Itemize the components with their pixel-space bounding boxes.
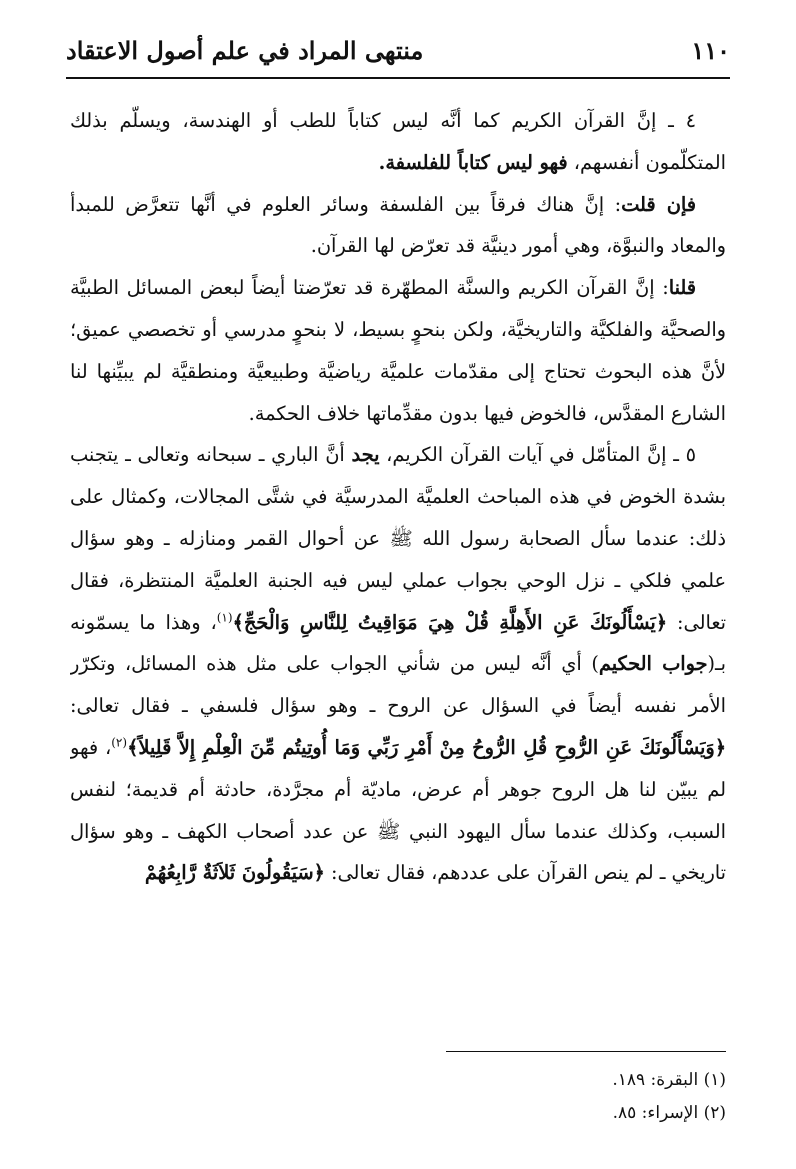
paragraph-reply	[70, 267, 726, 434]
bold-run: يجد	[351, 443, 380, 467]
text-run: ، فهو لم يبيّن لنا هل الروح جوهر أم عرض، ماديّة أم مجرَّدة، حادثة أم قديمة؛ لنفس السبب، وكذلك عندما سأل اليهود النبي ﷺ عن عدد أصحاب الكهف ـ وهو سؤال تاريخي ـ لم ينص القرآن على عددهم، فقال تعالى:	[70, 735, 726, 885]
text-run: ، وهذا ما يسمّونه بـ(	[70, 610, 726, 676]
bold-run: قلنا	[668, 276, 696, 300]
footnote-marker: (١)	[216, 610, 233, 625]
paragraph-objection	[70, 184, 726, 268]
footnote-separator	[446, 1051, 726, 1052]
main-text	[70, 100, 726, 1015]
header-rule	[66, 77, 730, 79]
text-run: أنَّ الباري ـ سبحانه وتعالى ـ يتجنب بشدة الخوض في هذه المباحث العلميَّة المدرسيَّة في شتَّى المجالات، وكمثال على ذلك: عندما سأل الصحابة رسول الله ﷺ عن أحوال القمر ومنازله ـ وهو سؤال علمي فلكي ـ نزل الوحي بجواب عملي ليس فيه الجنبة العلميَّة المنتظرة، فقال تعالى:	[70, 443, 726, 634]
bold-run: جواب الحكيم	[598, 652, 708, 676]
text-run: : إنَّ القرآن الكريم والسنَّة المطهّرة قد تعرّضتا أيضاً لبعض المسائل الطبيَّة والصحيَّة والفلكيَّة والتاريخيَّة، ولكن بنحوٍ بسيط، لا بنحوٍ مدرسي أو تخصصي عميق؛ لأنَّ هذه البحوث تحتاج إلى مقدّمات علميَّة رياضيَّة وطبيعيَّة ومنطقيَّة لم يبيِّنها لنا الشارع المقدَّس، فالخوض فيها بدون مقدِّماتها خلاف الحكمة.	[70, 276, 726, 425]
bold-run: فإن قلت	[621, 192, 696, 216]
text-run: ٤ ـ إنَّ القرآن الكريم كما أنَّه ليس كتاباً للطب أو الهندسة، ويسلّم بذلك المتكلّمون أنفسهم،	[70, 109, 726, 174]
footnotes	[70, 1064, 726, 1130]
footnote-2: (٢) الإسراء: ٨٥.	[612, 1103, 726, 1123]
quran-verse: ﴿يَسْأَلُونَكَ عَنِ الأَهِلَّةِ قُلْ هِيَ مَوَاقِيتُ لِلنَّاسِ وَالْحَجِّ﴾	[232, 610, 668, 634]
footnote-marker: (٢)	[111, 735, 128, 750]
text-run: : إنَّ هناك فرقاً بين الفلسفة وسائر العلوم في أنَّها تتعرَّض للمبدأ والمعاد والنبوَّة، وهي أمور دينيَّة قد تعرّض لها القرآن.	[70, 192, 726, 258]
bold-run: فهو ليس كتاباً للفلسفة.	[378, 150, 568, 174]
page-header	[66, 28, 730, 72]
book-title: منتهى المراد في علم أصول الاعتقاد	[66, 35, 424, 65]
paragraph-4	[70, 100, 726, 184]
footnote-1: (١) البقرة: ١٨٩.	[612, 1070, 726, 1090]
paragraph-5	[70, 434, 726, 894]
quran-verse: ﴿وَيَسْأَلُونَكَ عَنِ الرُّوحِ قُلِ الرُّوحُ مِنْ أَمْرِ رَبِّي وَمَا أُوتِيتُم مِّنَ الْعِلْمِ إِلاَّ قَلِيلاً﴾	[127, 735, 726, 759]
text-run: ٥ ـ إنَّ المتأمّل في آيات القرآن الكريم،	[379, 443, 696, 467]
quran-verse: ﴿سَيَقُولُونَ ثَلاَثَةٌ رَّابِعُهُمْ	[144, 861, 325, 885]
page-number: ١١٠	[691, 35, 730, 65]
text-run: ) أي أنَّه ليس من شأني الجواب على مثل هذه المسائل، وتكرّر الأمر نفسه أيضاً في السؤال عن الروح ـ وهو سؤال فلسفي ـ فقال تعالى:	[70, 652, 726, 718]
